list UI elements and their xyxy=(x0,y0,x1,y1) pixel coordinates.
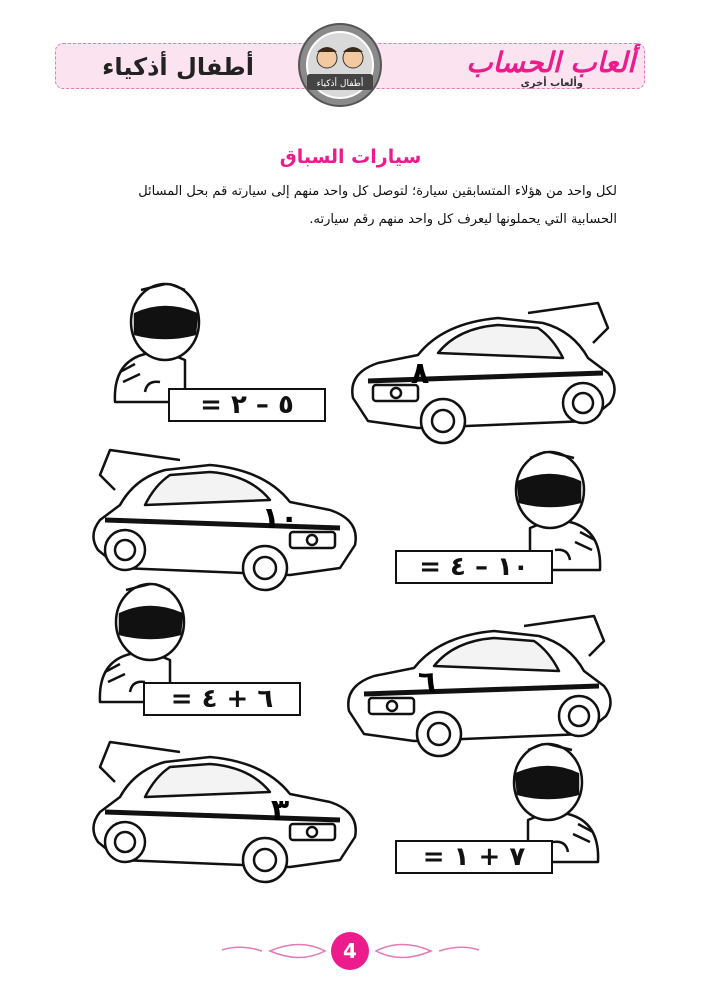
instruction-line-1: لكل واحد من هؤلاء المتسابقين سيارة؛ لتوصل كل واحد منهم إلى سيارته قم بحل المسائل xyxy=(138,184,617,199)
banner-right-title: ألعاب الحساب xyxy=(466,46,635,79)
equation-sign: ٧ + ١ = xyxy=(395,840,553,874)
equation-sign: ٦ + ٤ = xyxy=(143,682,301,716)
equation-sign: ٥ – ٢ = xyxy=(168,388,326,422)
activity-title: سيارات السباق xyxy=(279,146,422,168)
page-number: 4 xyxy=(331,932,369,970)
banner-right-subtitle: وألعاب أخرى xyxy=(520,78,583,89)
car-number: ٨ xyxy=(410,356,430,391)
badge-label: أطفال أذكياء xyxy=(316,79,364,89)
banner-left-title: أطفال أذكياء xyxy=(102,53,254,81)
car-number: ١٠ xyxy=(261,501,299,536)
equation-sign: ١٠ – ٤ = xyxy=(395,550,553,584)
instruction-line-2: الحسابية التي يحملونها ليعرف كل واحد منهم رقم سيارته. xyxy=(309,212,617,227)
car-number: ٣ xyxy=(270,793,290,828)
car-number: ٦ xyxy=(417,665,437,700)
